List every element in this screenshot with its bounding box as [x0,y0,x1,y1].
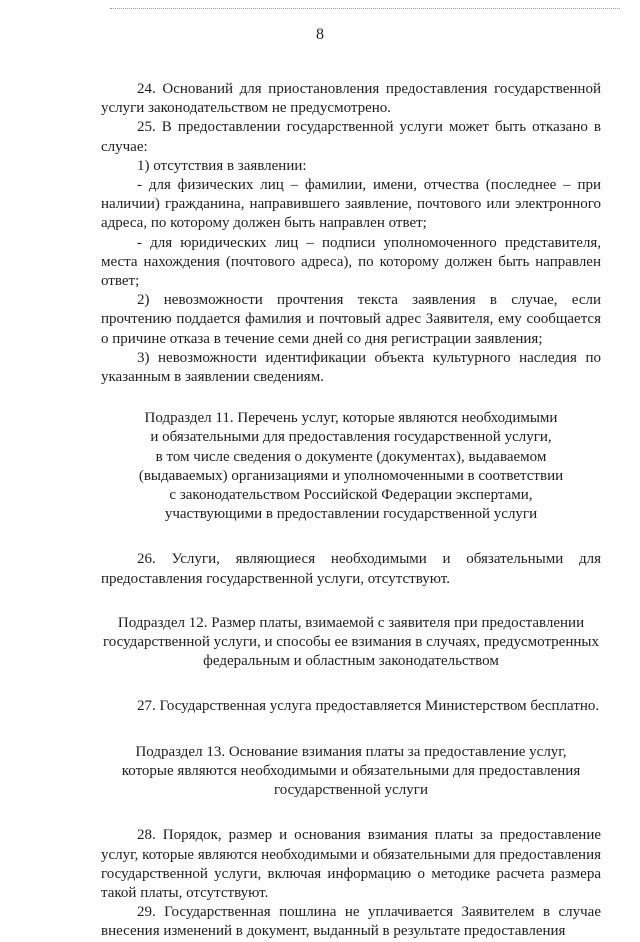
item-25: 25. В предоставлении государственной услуги может быть отказано в случае: [101,119,601,155]
document-body [101,80,601,942]
subsection-11-heading: Подраздел 11. Перечень услуг, которые являются необходимыми и обязательными для предоставления государственной услуги, в том числе сведения о документе (документах), выдаваемом (выдаваемых) организациями и уполномоченными в соответствии с законодательством Российской Федерации экспертами, участвующими в предоставлении государственной услуги [138,410,564,523]
page-number: 8 [316,26,324,43]
item-25-clause-1-individuals: - для физических лиц – фамилии, имени, отчества (последнее – при наличии) гражданина, направившего заявление, почтового или электронного адреса, по которому должен быть направлен ответ; [101,177,601,232]
item-25-clause-2: 2) невозможности прочтения текста заявления в случае, если прочтению поддается фамилия и почтовый адрес Заявителя, ему сообщается о причине отказа в течение семи дней со дня регистрации заявления; [101,292,601,347]
item-27: 27. Государственная услуга предоставляется Министерством бесплатно. [137,698,600,715]
item-24: 24. Оснований для приостановления предоставления государственной услуги законодательством не предусмотрено. [101,81,601,117]
item-28: 28. Порядок, размер и основания взимания платы за предоставление услуг, которые являются необходимыми и обязательными для предоставления государственной услуги, включая информацию о методике расчета размера такой платы, отсутствуют. [101,827,601,901]
item-25-clause-1: 1) отсутствия в заявлении: [137,157,307,174]
item-25-clause-3: 3) невозможности идентификации объекта культурного наследия по указанным в заявлении сведениям. [101,349,601,386]
item-26: 26. Услуги, являющиеся необходимыми и обязательными для предоставления государственной услуги, отсутствуют. [101,551,601,587]
scan-edge-line [110,8,620,9]
subsection-13-heading: Подраздел 13. Основание взимания платы за предоставление услуг, которые являются необходимыми и обязательными для предоставления государственной услуги [121,743,581,799]
subsection-12-heading: Подраздел 12. Размер платы, взимаемой с заявителя при предоставлении государственной услуги, и способы ее взимания в случаях, предусмотренных федеральным и областным законодательством [103,614,599,670]
item-29: 29. Государственная пошлина не уплачивается Заявителем в случае внесения изменений в документ, выданный в результате предоставления [101,904,601,940]
item-25-clause-1-legal-entities: - для юридических лиц – подписи уполномоченного представителя, места нахождения (почтового адреса), по которому должен быть направлен ответ; [101,234,601,290]
